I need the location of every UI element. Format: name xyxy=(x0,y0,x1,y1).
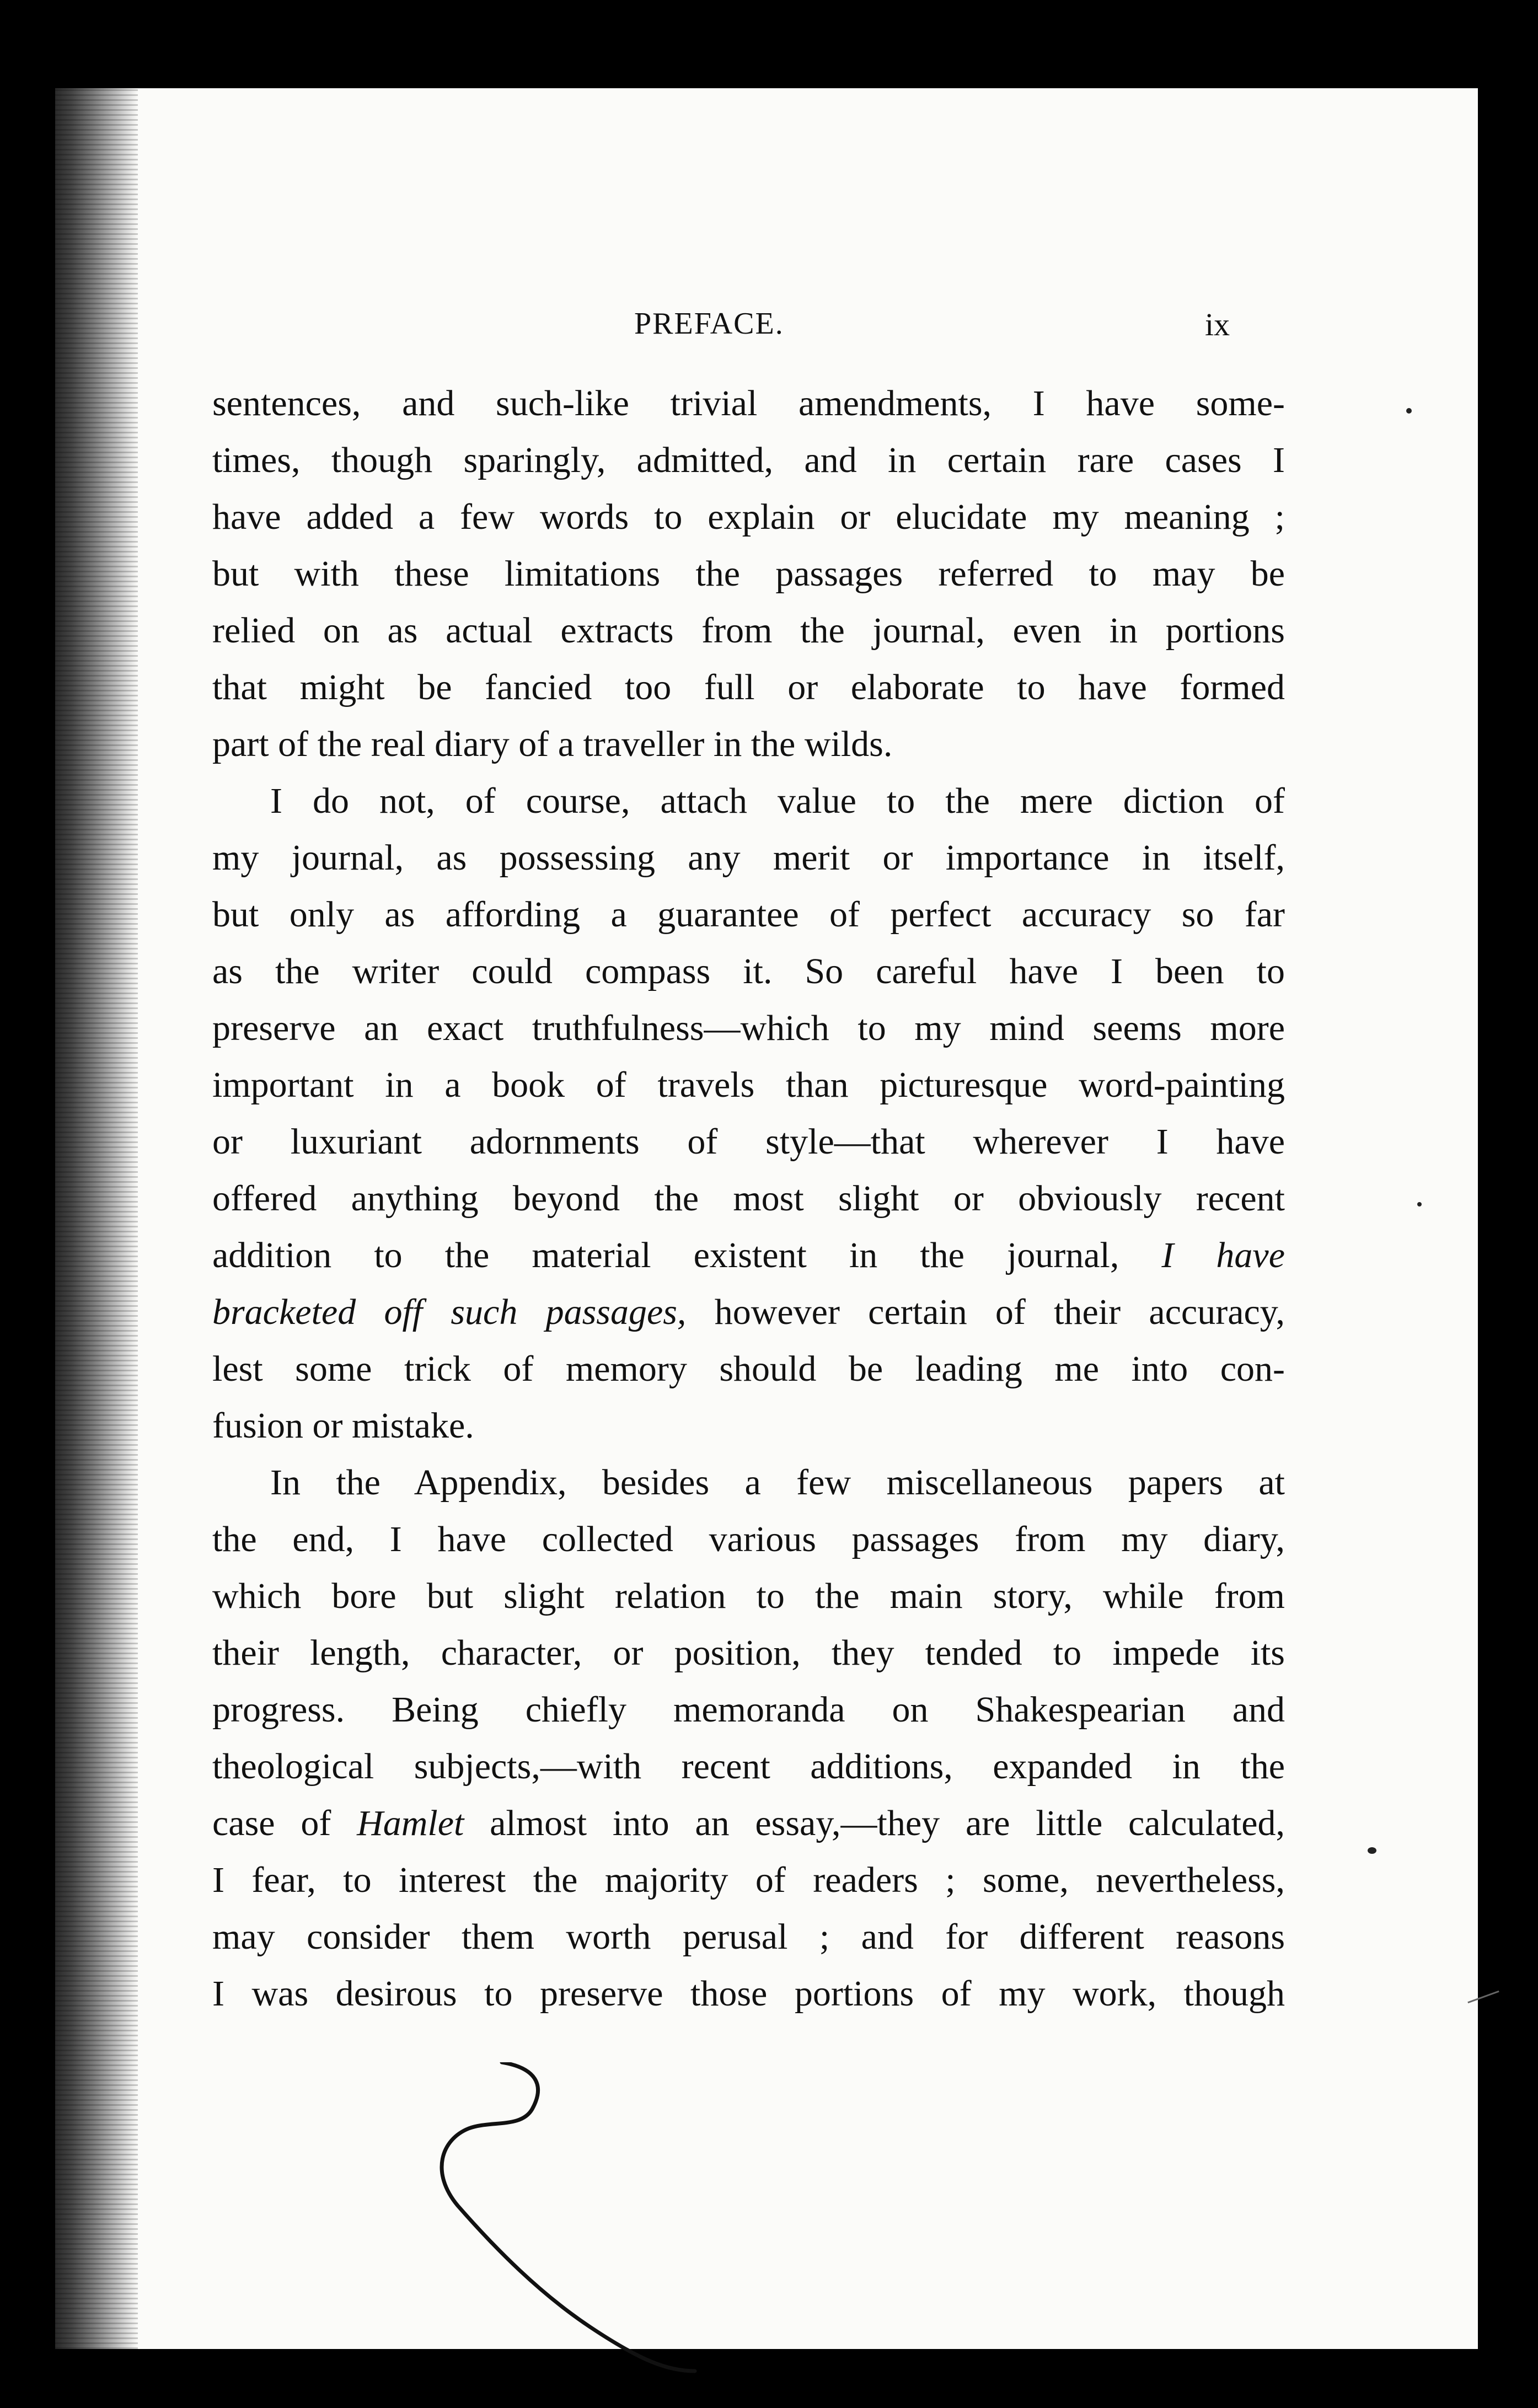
gutter-scan-noise xyxy=(55,88,138,2349)
text-line: relied on as actual extracts from the journal, even in portions xyxy=(212,610,1285,651)
text-line: that might be fancied too full or elaborate to have formed xyxy=(212,667,1285,707)
paragraph-3 xyxy=(212,1454,1285,2022)
text-segment: case of xyxy=(212,1803,331,1843)
running-head: PREFACE. xyxy=(634,307,784,341)
text-line: the end, I have collected various passages from my diary, xyxy=(212,1519,1285,1559)
text-line: In the Appendix, besides a few miscellaneous papers at xyxy=(270,1462,1285,1503)
text-line: their length, character, or position, they tended to impede its xyxy=(212,1633,1285,1673)
italic-text: Hamlet xyxy=(357,1803,464,1843)
text-line: sentences, and such-like trivial amendments, I have some- xyxy=(212,383,1285,423)
text-line: fusion or mistake. xyxy=(212,1406,474,1446)
text-line: or luxuriant adornments of style—that wherever I have xyxy=(212,1122,1285,1162)
scan-speck xyxy=(1368,1847,1376,1854)
text-line: I fear, to interest the majority of readers ; some, nevertheless, xyxy=(212,1860,1285,1900)
text-line: I was desirous to preserve those portions of my work, though xyxy=(212,1973,1285,2014)
text-line: may consider them worth perusal ; and for different reasons xyxy=(212,1917,1285,1957)
body-text xyxy=(212,375,1285,2022)
italic-text: I have xyxy=(1161,1235,1285,1275)
scan-speck xyxy=(1406,408,1412,414)
text-line: progress. Being chiefly memoranda on Shakespearian and xyxy=(212,1690,1285,1730)
book-page xyxy=(55,88,1478,2349)
text-line: offered anything beyond the most slight or obviously recent xyxy=(212,1178,1285,1219)
text-line: times, though sparingly, admitted, and in certain rare cases I xyxy=(212,440,1285,480)
text-segment: almost into an essay,—they are little calculated, xyxy=(490,1803,1285,1843)
page-number: ix xyxy=(1205,307,1230,342)
text-line: as the writer could compass it. So careful have I been to xyxy=(212,951,1285,991)
text-line xyxy=(212,1227,1285,1284)
scan-speck xyxy=(1417,1202,1422,1206)
text-line: my journal, as possessing any merit or importance in itself, xyxy=(212,838,1285,878)
text-line: theological subjects,—with recent additions, expanded in the xyxy=(212,1746,1285,1787)
text-line: lest some trick of memory should be leading me into con- xyxy=(212,1349,1285,1389)
text-segment: addition to the material existent in the journal, xyxy=(212,1235,1119,1275)
text-line xyxy=(212,1284,1285,1340)
text-line: preserve an exact truthfulness—which to my mind seems more xyxy=(212,1008,1285,1048)
text-line: I do not, of course, attach value to the mere diction of xyxy=(270,781,1285,821)
text-line: but only as affording a guarantee of perfect accuracy so far xyxy=(212,894,1285,935)
page-header xyxy=(55,306,1478,356)
scan-speck xyxy=(1467,1991,1499,2003)
pen-scribble-mark xyxy=(408,2062,904,2404)
text-segment: however certain of their accuracy, xyxy=(714,1292,1285,1332)
text-line: but with these limitations the passages referred to may be xyxy=(212,554,1285,594)
text-line xyxy=(212,1795,1285,1852)
text-line: part of the real diary of a traveller in the wilds. xyxy=(212,724,893,764)
text-line: important in a book of travels than picturesque word-painting xyxy=(212,1065,1285,1105)
paragraph-1 xyxy=(212,375,1285,773)
italic-text: bracketed off such passages, xyxy=(212,1292,687,1332)
text-line: which bore but slight relation to the main story, while from xyxy=(212,1576,1285,1616)
paragraph-2 xyxy=(212,773,1285,1454)
text-line: have added a few words to explain or elucidate my meaning ; xyxy=(212,497,1285,537)
